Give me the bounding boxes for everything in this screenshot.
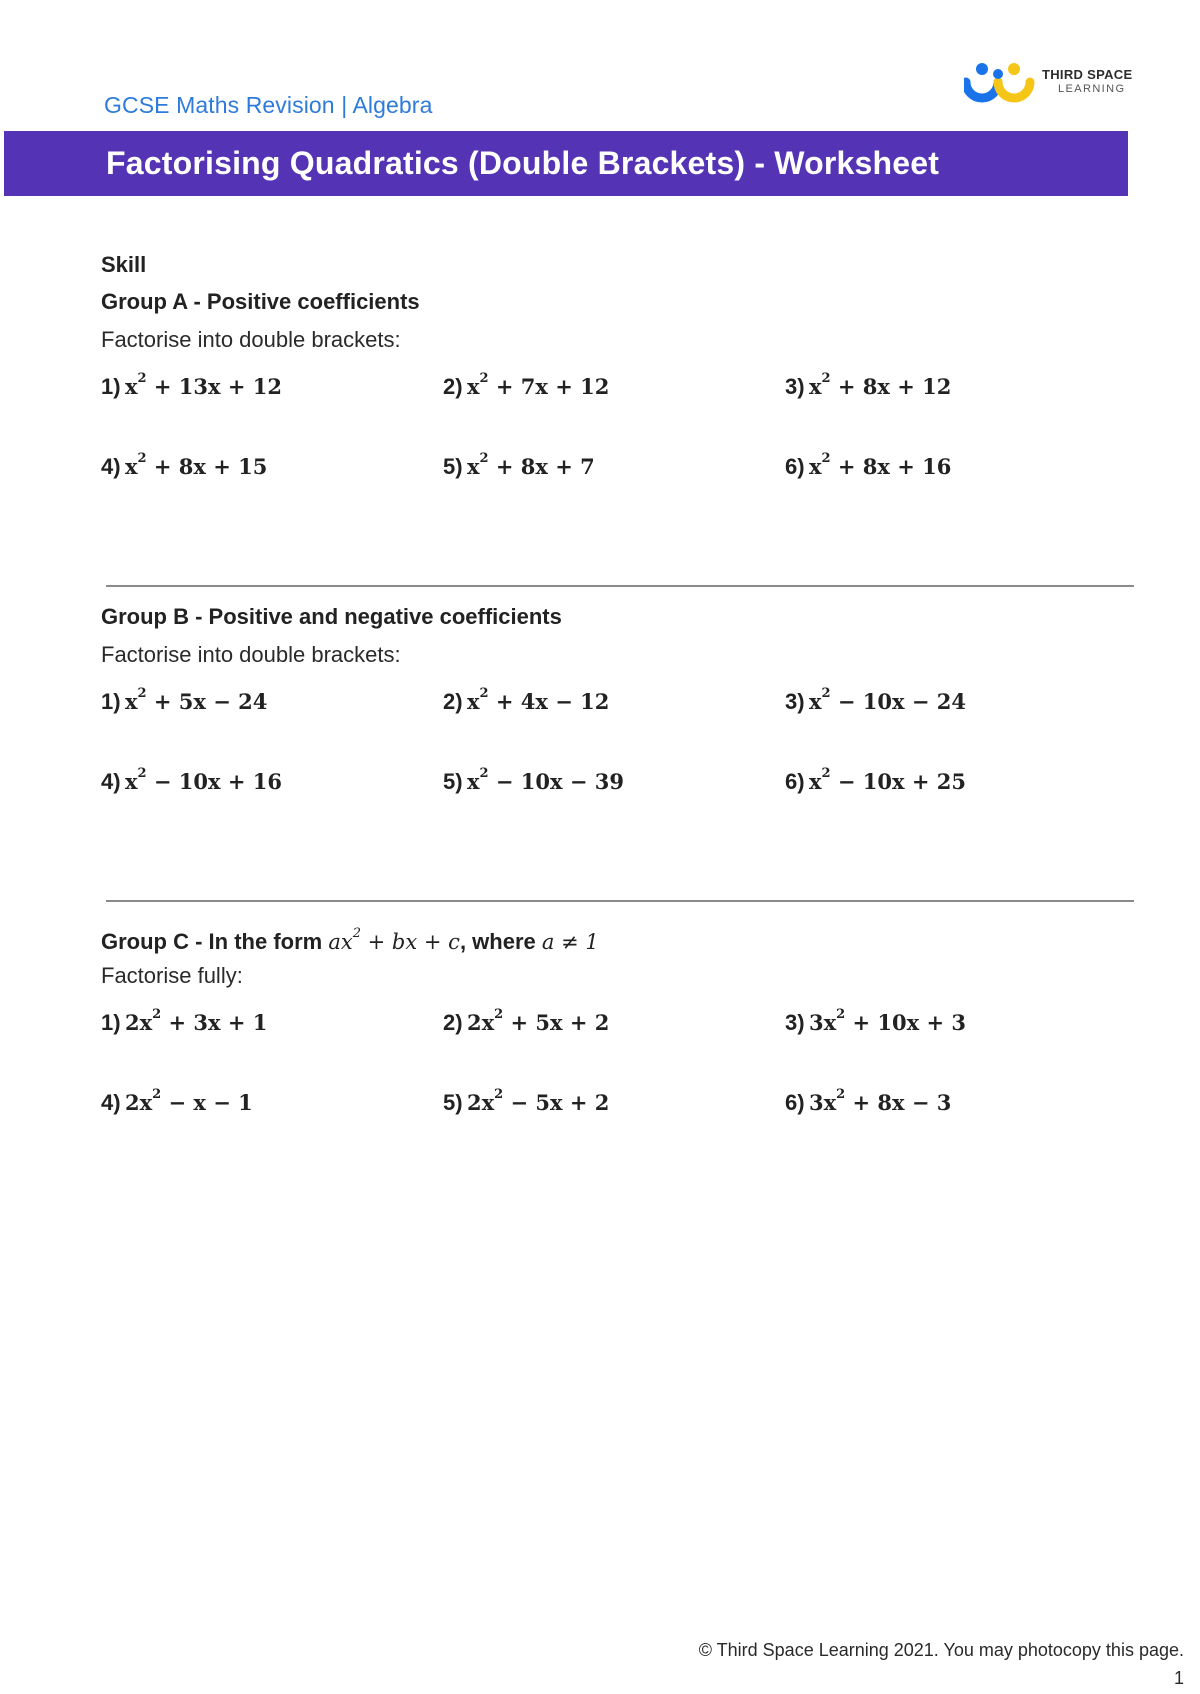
title-banner bbox=[4, 131, 1128, 196]
question-number: 1) bbox=[101, 689, 121, 714]
group-c bbox=[101, 919, 1131, 1159]
group-b-questions bbox=[101, 678, 1131, 838]
question-item bbox=[443, 443, 773, 483]
question-number: 3) bbox=[785, 689, 805, 714]
question-item bbox=[101, 999, 431, 1039]
question-item bbox=[785, 1079, 1115, 1119]
question-number: 5) bbox=[443, 1090, 463, 1115]
question-number: 6) bbox=[785, 769, 805, 794]
question-item bbox=[785, 443, 1115, 483]
question-expression: $2x^2 - 5x + 2$ bbox=[467, 1087, 610, 1115]
section-divider bbox=[106, 585, 1134, 587]
question-number: 4) bbox=[101, 1090, 121, 1115]
question-item bbox=[443, 758, 773, 798]
question-item bbox=[101, 678, 431, 718]
third-space-learning-logo bbox=[964, 60, 1144, 108]
question-expression: $2x^2 + 3x + 1$ bbox=[125, 1007, 268, 1035]
question-number: 2) bbox=[443, 374, 463, 399]
question-item bbox=[785, 363, 1115, 403]
group-c-heading: Group C - In the form $ax^2$ + bx + c, where a ≠ 1 bbox=[101, 926, 599, 954]
question-expression: $x^2 + 7x + 12$ bbox=[467, 371, 610, 399]
question-item bbox=[101, 1079, 431, 1119]
question-item bbox=[785, 678, 1115, 718]
question-number: 2) bbox=[443, 1010, 463, 1035]
logo-line2: LEARNING bbox=[1058, 83, 1126, 95]
group-b bbox=[101, 598, 1131, 838]
question-expression: $x^2 + 13x + 12$ bbox=[125, 371, 282, 399]
question-expression: $x^2 - 10x - 39$ bbox=[467, 766, 624, 794]
question-number: 1) bbox=[101, 1010, 121, 1035]
question-number: 6) bbox=[785, 454, 805, 479]
question-number: 4) bbox=[101, 454, 121, 479]
group-a-instruction: Factorise into double brackets: bbox=[101, 327, 401, 352]
question-number: 6) bbox=[785, 1090, 805, 1115]
question-expression: $x^2 + 4x - 12$ bbox=[467, 686, 610, 714]
question-expression: $2x^2 + 5x + 2$ bbox=[467, 1007, 610, 1035]
question-expression: $x^2 + 8x + 7$ bbox=[467, 451, 595, 479]
group-a-questions bbox=[101, 363, 1131, 523]
question-number: 3) bbox=[785, 374, 805, 399]
group-c-questions bbox=[101, 999, 1131, 1159]
question-item bbox=[101, 363, 431, 403]
question-number: 1) bbox=[101, 374, 121, 399]
group-a-heading: Group A - Positive coefficients bbox=[101, 289, 420, 314]
question-expression: $3x^2 + 10x + 3$ bbox=[809, 1007, 966, 1035]
page-title: Factorising Quadratics (Double Brackets) - Worksheet bbox=[106, 145, 940, 181]
question-item bbox=[443, 363, 773, 403]
question-expression: $x^2 - 10x - 24$ bbox=[809, 686, 966, 714]
question-expression: $x^2 + 8x + 16$ bbox=[809, 451, 952, 479]
question-expression: $x^2 - 10x + 16$ bbox=[125, 766, 282, 794]
section-divider bbox=[106, 900, 1134, 902]
group-b-instruction: Factorise into double brackets: bbox=[101, 642, 401, 667]
group-c-instruction: Factorise fully: bbox=[101, 963, 243, 988]
question-expression: $3x^2 + 8x - 3$ bbox=[809, 1087, 952, 1115]
question-expression: $2x^2 - x - 1$ bbox=[125, 1087, 253, 1115]
page-subtitle: GCSE Maths Revision | Algebra bbox=[104, 92, 433, 118]
question-item bbox=[785, 999, 1115, 1039]
group-a bbox=[101, 283, 1131, 523]
question-item bbox=[443, 1079, 773, 1119]
question-expression: $x^2 + 8x + 15$ bbox=[125, 451, 268, 479]
page-number: 1 bbox=[1173, 1668, 1184, 1688]
question-number: 2) bbox=[443, 689, 463, 714]
copyright-notice: © Third Space Learning 2021. You may photocopy this page. bbox=[698, 1640, 1184, 1660]
group-b-heading: Group B - Positive and negative coefficients bbox=[101, 604, 562, 629]
question-number: 5) bbox=[443, 769, 463, 794]
question-number: 4) bbox=[101, 769, 121, 794]
question-expression: $x^2 + 5x - 24$ bbox=[125, 686, 268, 714]
logo-text bbox=[1042, 68, 1132, 96]
question-item bbox=[443, 999, 773, 1039]
question-item bbox=[101, 443, 431, 483]
question-item bbox=[785, 758, 1115, 798]
question-item bbox=[443, 678, 773, 718]
question-item bbox=[101, 758, 431, 798]
question-number: 5) bbox=[443, 454, 463, 479]
logo-icon bbox=[964, 60, 1036, 108]
skill-label: Skill bbox=[101, 252, 147, 277]
question-expression: $x^2 + 8x + 12$ bbox=[809, 371, 952, 399]
question-number: 3) bbox=[785, 1010, 805, 1035]
logo-line1: THIRD SPACE bbox=[1042, 67, 1133, 82]
question-expression: $x^2 - 10x + 25$ bbox=[809, 766, 966, 794]
